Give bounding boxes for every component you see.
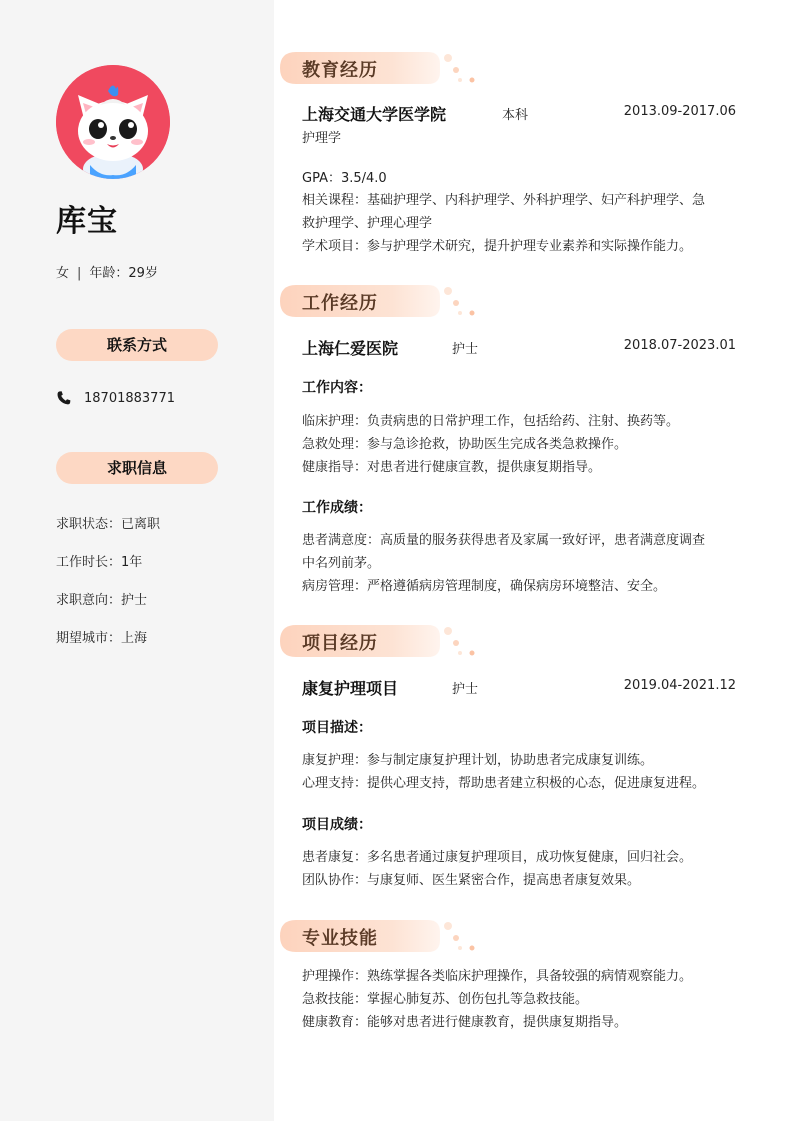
section-title: 工作经历	[302, 293, 378, 314]
job-city: 期望城市：上海	[56, 631, 148, 646]
work-content-heading: 工作内容：	[302, 380, 372, 396]
job-duration: 工作时长：1年	[56, 555, 143, 570]
sidebar	[0, 0, 274, 1121]
degree: 本科	[502, 108, 529, 123]
skill-line: 健康教育：能够对患者进行健康教育，提供康复期指导。	[302, 1015, 628, 1030]
job-status: 求职状态：已离职	[56, 517, 161, 532]
section-title: 专业技能	[302, 928, 378, 949]
section-title: 项目经历	[302, 633, 378, 654]
project-row	[302, 676, 736, 698]
job-heading: 求职信息	[56, 452, 218, 484]
education-line: GPA：3.5/4.0	[302, 171, 387, 186]
contact-heading: 联系方式	[56, 329, 218, 361]
work-role: 护士	[452, 342, 479, 357]
work-achievement-line: 中名列前茅。	[302, 556, 381, 571]
age: 年龄：29岁	[89, 266, 158, 281]
education-line: 学术项目：参与护理学术研究，提升护理专业素养和实际操作能力。	[302, 239, 693, 254]
education-section-header	[278, 50, 478, 86]
education-line: 相关课程：基础护理学、内科护理学、外科护理学、妇产科护理学、急	[302, 193, 706, 208]
separator: |	[77, 266, 82, 281]
cartoon-cat-avatar-icon	[56, 65, 170, 179]
project-name: 康复护理项目	[302, 679, 399, 698]
work-content-line: 临床护理：负责病患的日常护理工作，包括给药、注射、换药等。	[302, 414, 680, 429]
basic-info	[56, 262, 158, 281]
gender: 女	[56, 266, 70, 281]
education-date: 2013.09-2017.06	[623, 104, 736, 119]
work-achievement-line: 病房管理：严格遵循病房管理制度，确保病房环境整洁、安全。	[302, 579, 667, 594]
education-line: 救护理学、护理心理学	[302, 216, 433, 231]
work-achievement-line: 患者满意度：高质量的服务获得患者及家属一致好评，患者满意度调查	[302, 533, 706, 548]
school-name: 上海交通大学医学院	[302, 105, 447, 124]
project-section-header	[278, 623, 478, 659]
project-desc-line: 心理支持：提供心理支持，帮助患者建立积极的心态，促进康复进程。	[302, 776, 706, 791]
project-achievement-line: 患者康复：多名患者通过康复护理项目，成功恢复健康，回归社会。	[302, 850, 693, 865]
contact-phone	[56, 390, 175, 406]
candidate-name: 库宝	[56, 204, 118, 239]
company-name: 上海仁爱医院	[302, 339, 399, 358]
work-achievement-heading: 工作成绩：	[302, 500, 372, 516]
project-achievement-line: 团队协作：与康复师、医生紧密合作，提高患者康复效果。	[302, 873, 641, 888]
skill-line: 护理操作：熟练掌握各类临床护理操作，具备较强的病情观察能力。	[302, 969, 693, 984]
major: 护理学	[302, 131, 342, 146]
work-row	[302, 336, 736, 358]
project-desc-line: 康复护理：参与制定康复护理计划，协助患者完成康复训练。	[302, 753, 654, 768]
work-section-header	[278, 283, 478, 319]
project-role: 护士	[452, 682, 479, 697]
skill-line: 急救技能：掌握心肺复苏、创伤包扎等急救技能。	[302, 992, 589, 1007]
work-content-line: 健康指导：对患者进行健康宣教，提供康复期指导。	[302, 460, 602, 475]
phone-icon	[56, 390, 72, 406]
project-date: 2019.04-2021.12	[623, 678, 736, 693]
work-content-line: 急救处理：参与急诊抢救，协助医生完成各类急救操作。	[302, 437, 628, 452]
education-row	[302, 102, 736, 124]
avatar	[56, 65, 170, 179]
work-date: 2018.07-2023.01	[623, 338, 736, 353]
section-title: 教育经历	[302, 60, 378, 81]
job-intent: 求职意向：护士	[56, 593, 148, 608]
phone-number: 18701883771	[84, 390, 175, 406]
project-achievement-heading: 项目成绩：	[302, 817, 372, 833]
skills-section-header	[278, 918, 478, 954]
project-desc-heading: 项目描述：	[302, 720, 372, 736]
